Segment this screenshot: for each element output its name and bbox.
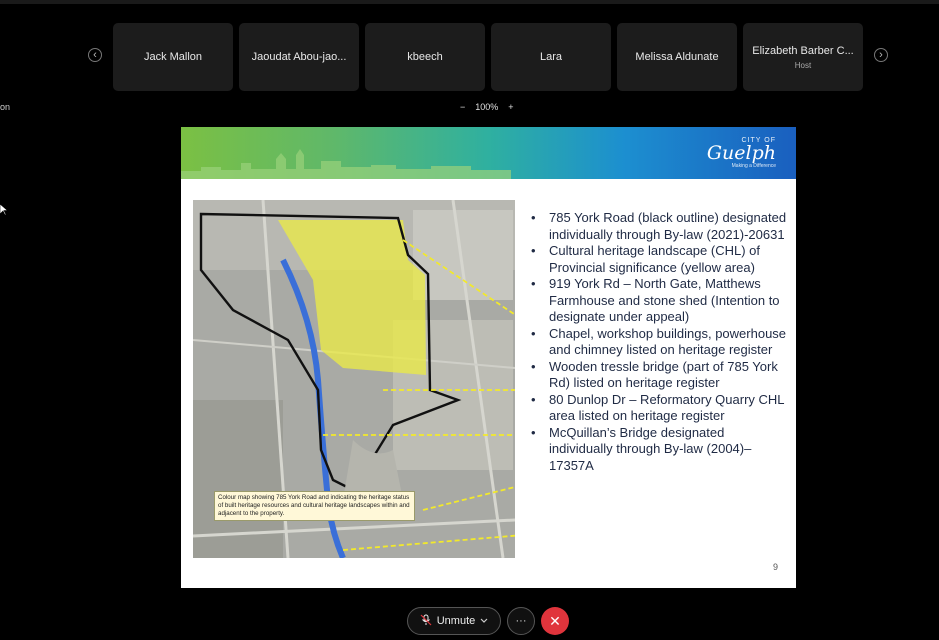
bullet-item: • McQuillan’s Bridge designated individually through By-law (2004)–17357A bbox=[531, 425, 789, 475]
skyline-graphic bbox=[181, 145, 511, 179]
zoom-level: 100% bbox=[475, 102, 499, 112]
bullet-item: • 785 York Road (black outline) designated individually through By-law (2021)-20631 bbox=[531, 210, 789, 243]
participant-name: kbeech bbox=[407, 51, 443, 63]
participant-name: Melissa Aldunate bbox=[635, 51, 719, 63]
participant-name: Jack Mallon bbox=[143, 51, 203, 63]
logo-tagline: Making a Difference bbox=[731, 163, 776, 169]
unmute-button[interactable] bbox=[407, 607, 501, 635]
bullet-item: • Chapel, workshop buildings, powerhouse and chimney listed on heritage register bbox=[531, 326, 789, 359]
participant-tile[interactable] bbox=[239, 23, 359, 91]
participant-name: Lara bbox=[539, 51, 563, 63]
top-edge bbox=[0, 0, 939, 4]
bullet-item: • Cultural heritage landscape (CHL) of Provincial significance (yellow area) bbox=[531, 243, 789, 276]
participant-name: Jaoudat Abou-jao... bbox=[251, 51, 347, 63]
bullet-list bbox=[531, 210, 789, 474]
participant-name: Elizabeth Barber C... bbox=[752, 44, 854, 57]
chevron-left-icon[interactable]: ‹ bbox=[88, 48, 102, 62]
city-logo bbox=[707, 137, 776, 169]
participant-tile-host[interactable] bbox=[743, 23, 863, 91]
zoom-in-button[interactable]: + bbox=[508, 102, 514, 112]
participant-tile[interactable] bbox=[491, 23, 611, 91]
participant-tile[interactable] bbox=[113, 23, 233, 91]
bullet-item: • 919 York Rd – North Gate, Matthews Farmhouse and stone shed (Intention to designate under appeal) bbox=[531, 276, 789, 326]
map-caption: Colour map showing 785 York Road and indicating the heritage status of built heritage resources and cultural heritage landscapes within and adjacent to the property. bbox=[214, 491, 415, 521]
slide-page-number: 9 bbox=[772, 562, 778, 572]
unmute-label: Unmute bbox=[436, 615, 476, 627]
close-icon[interactable]: ✕ bbox=[541, 607, 569, 635]
meeting-toolbar bbox=[407, 607, 569, 635]
participant-role: Host bbox=[794, 60, 812, 70]
participant-tile[interactable] bbox=[617, 23, 737, 91]
logo-name: Guelph bbox=[706, 142, 776, 164]
mouse-cursor-icon bbox=[0, 203, 8, 221]
bullet-item: • Wooden tressle bridge (part of 785 York Rd) listed on heritage register bbox=[531, 359, 789, 392]
chevron-down-icon[interactable] bbox=[480, 615, 488, 627]
slide-banner bbox=[181, 127, 796, 179]
side-panel-label: on bbox=[0, 102, 11, 112]
logo-city-text: CITY OF bbox=[741, 137, 776, 144]
zoom-out-button[interactable]: − bbox=[460, 102, 466, 112]
zoom-control bbox=[460, 102, 514, 112]
microphone-muted-icon bbox=[420, 614, 432, 629]
participant-tile[interactable] bbox=[365, 23, 485, 91]
more-icon[interactable]: ··· bbox=[507, 607, 535, 635]
shared-slide bbox=[181, 127, 796, 588]
bullet-item: • 80 Dunlop Dr – Reformatory Quarry CHL area listed on heritage register bbox=[531, 392, 789, 425]
chevron-right-icon[interactable]: › bbox=[874, 48, 888, 62]
